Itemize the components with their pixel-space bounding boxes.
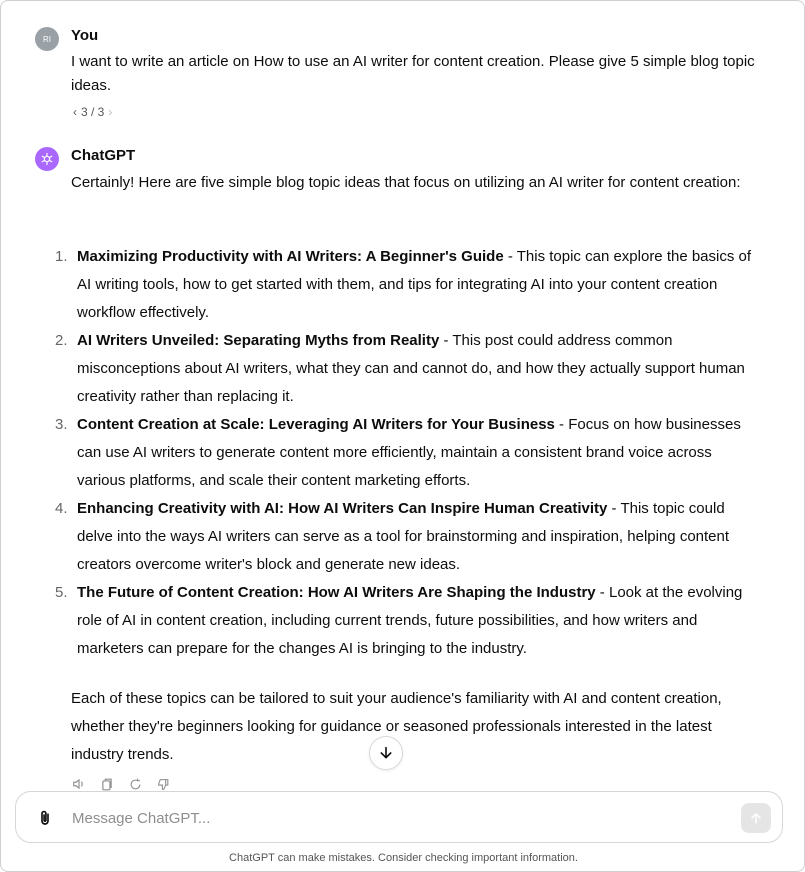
list-item-number: 4. [55,500,68,517]
disclaimer-text: ChatGPT can make mistakes. Consider checking important information. [229,852,578,864]
chatgpt-logo-icon [35,147,59,171]
list-item-title: The Future of Content Creation: How AI Writers Are Shaping the Industry [77,584,596,601]
message-actions [71,777,171,791]
list-item-description: - Look at the evolving role of AI in content creation, including current trends, future possibilities, and how writers and marketers can prepare for the changes AI is bringing to the industry. [77,584,743,657]
assistant-author-name: ChatGPT [71,147,136,164]
thumbs-down-icon[interactable] [155,777,171,791]
list-item [55,327,755,411]
list-item [55,411,755,495]
arrow-up-icon [749,811,763,825]
paperclip-icon[interactable] [36,808,56,828]
assistant-intro-text: Certainly! Here are five simple blog topic ideas that focus on utilizing an AI writer for content creation: [71,174,741,191]
list-item-title: AI Writers Unveiled: Separating Myths from Reality [77,332,440,349]
list-item-title: Enhancing Creativity with AI: How AI Writers Can Inspire Human Creativity [77,500,608,517]
list-item-description: - Focus on how businesses can use AI writers to generate content more efficiently, maintain a consistent brand voice across various platforms, and scale their content marketing efforts. [77,416,741,489]
list-item-description: - This topic can explore the basics of AI writing tools, how to get started with them, and tips for integrating AI into your content creation workflow effectively. [77,248,752,321]
list-item-number: 5. [55,584,68,601]
pager-label: 3 / 3 [81,105,105,119]
list-item-title: Maximizing Productivity with AI Writers: A Beginner's Guide [77,248,504,265]
scroll-to-bottom-button[interactable] [369,736,403,770]
regenerate-icon[interactable] [127,777,143,791]
list-item [55,495,755,579]
speaker-icon[interactable] [71,777,87,791]
list-item-number: 2. [55,332,68,349]
topic-list [55,243,755,663]
list-item-description: - This topic could delve into the ways AI writers can serve as a tool for brainstorming and inspiration, helping content creators overcome writer's block and generate new ideas. [77,500,730,573]
response-pager [73,105,112,119]
previous-response-icon[interactable]: ‹ [73,105,77,119]
next-response-icon[interactable]: › [108,105,113,119]
list-item [55,243,755,327]
copy-icon[interactable] [99,777,115,791]
user-author-name: You [71,27,99,44]
assistant-outro-text: Each of these topics can be tailored to suit your audience's familiarity with AI and content creation, whether they're beginners looking for guidance or seasoned professionals interested in the latest industry trends. [71,690,722,763]
list-item-number: 3. [55,416,68,433]
list-item-description: - This post could address common misconceptions about AI writers, what they can and cannot do, and how they actually support human creativity rather than replacing it. [77,332,745,405]
user-avatar: RI [35,27,59,51]
user-message-text: I want to write an article on How to use an AI writer for content creation. Please give 5 simple blog topic ideas. [71,53,755,94]
list-item [55,579,755,663]
message-input[interactable] [72,806,722,830]
send-button[interactable] [741,803,771,833]
arrow-down-icon [378,745,394,761]
list-item-title: Content Creation at Scale: Leveraging AI Writers for Your Business [77,416,555,433]
list-item-number: 1. [55,248,68,265]
message-composer [15,791,783,843]
